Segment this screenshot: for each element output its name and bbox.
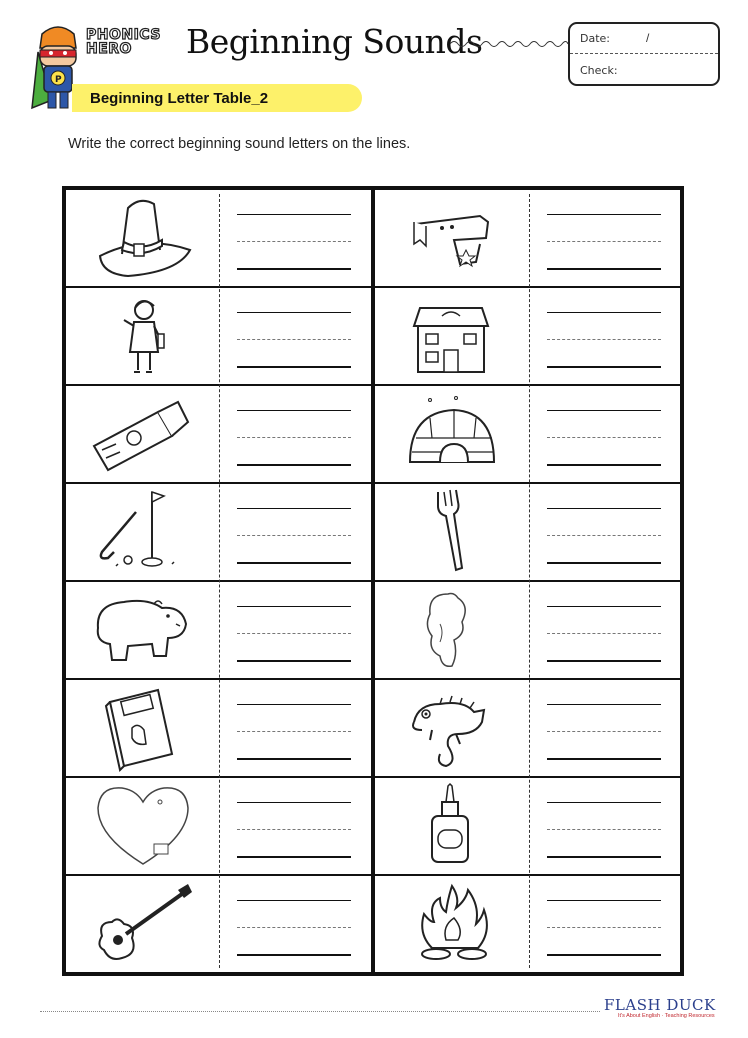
writing-lines[interactable]	[547, 312, 661, 368]
heart-icon	[88, 780, 198, 870]
date-label: Date:	[580, 32, 610, 45]
writing-lines[interactable]	[547, 214, 661, 270]
writing-lines[interactable]	[237, 508, 351, 564]
writing-lines[interactable]	[547, 508, 661, 564]
hair-icon	[396, 584, 506, 674]
footer-divider	[40, 1011, 600, 1012]
house-icon	[396, 290, 506, 380]
writing-lines[interactable]	[547, 704, 661, 760]
guitar-icon	[88, 878, 198, 968]
writing-lines[interactable]	[237, 802, 351, 858]
row-separator	[66, 678, 680, 680]
writing-lines[interactable]	[547, 606, 661, 662]
glue-icon	[396, 780, 506, 870]
chameleon-icon	[396, 682, 506, 772]
picture-divider-right	[529, 194, 530, 968]
hippo-icon	[88, 584, 198, 674]
date-divider	[570, 53, 718, 54]
svg-text:P: P	[55, 75, 62, 85]
fork-icon	[396, 486, 506, 576]
subtitle-banner	[72, 84, 362, 112]
girl-icon	[88, 290, 198, 380]
row-separator	[66, 482, 680, 484]
writing-lines[interactable]	[237, 704, 351, 760]
writing-lines[interactable]	[547, 410, 661, 466]
hat-icon	[88, 194, 198, 284]
book-icon	[88, 682, 198, 772]
check-label: Check:	[580, 64, 618, 77]
page-title: Beginning Sounds	[186, 22, 483, 61]
row-separator	[66, 776, 680, 778]
brand-tagline: It's About English · Teaching Resources	[618, 1013, 715, 1019]
instructions: Write the correct beginning sound letters on the lines.	[68, 136, 411, 152]
igloo-icon	[396, 388, 506, 478]
golf-icon	[88, 486, 198, 576]
worksheet-subtitle: Beginning Letter Table_2	[90, 90, 269, 107]
row-separator	[66, 874, 680, 876]
writing-lines[interactable]	[547, 802, 661, 858]
writing-lines[interactable]	[237, 606, 351, 662]
decorative-squiggle-icon	[450, 38, 568, 50]
phonics-hero-logo: PHONICS HERO	[86, 27, 161, 57]
flash-duck-logo	[604, 996, 724, 1022]
fire-icon	[396, 878, 506, 968]
row-separator	[66, 580, 680, 582]
gum-icon	[88, 388, 198, 478]
brand-name: FLASH DUCK	[604, 996, 716, 1014]
gun-icon	[396, 194, 506, 284]
writing-lines[interactable]	[237, 214, 351, 270]
row-separator	[66, 286, 680, 288]
row-separator	[66, 384, 680, 386]
date-separator: /	[646, 31, 650, 45]
picture-divider-left	[219, 194, 220, 968]
beginning-letter-table	[62, 186, 684, 976]
writing-lines[interactable]	[547, 900, 661, 956]
date-check-box	[568, 22, 720, 86]
writing-lines[interactable]	[237, 312, 351, 368]
writing-lines[interactable]	[237, 900, 351, 956]
writing-lines[interactable]	[237, 410, 351, 466]
